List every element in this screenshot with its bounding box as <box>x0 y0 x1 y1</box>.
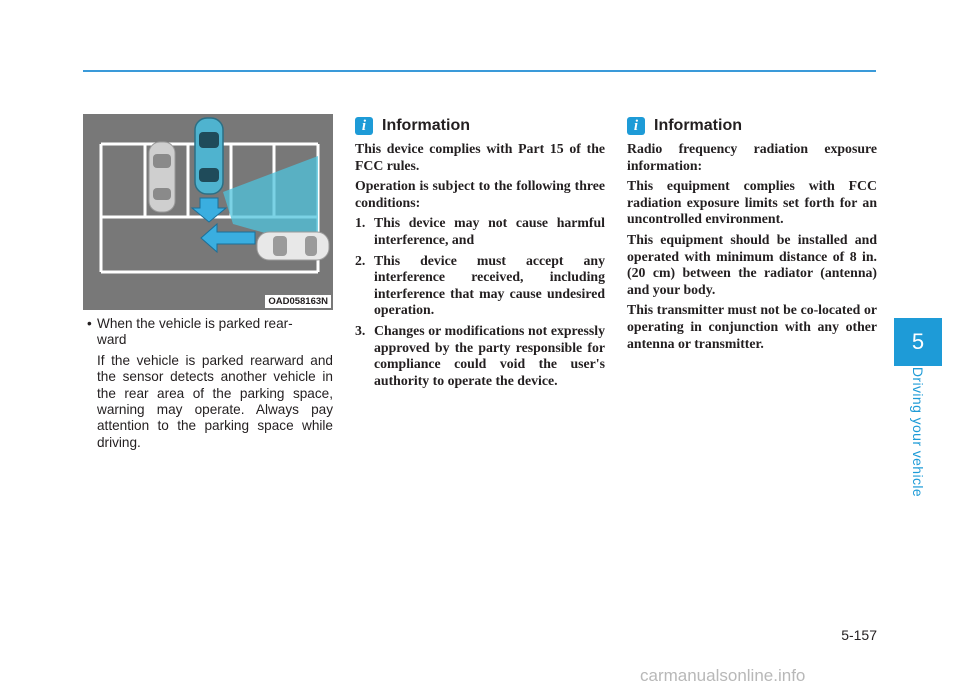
figure-code: OAD058163N <box>265 295 331 308</box>
info1-heading <box>355 117 470 135</box>
bullet-section <box>87 316 333 451</box>
bullet-body: If the vehicle is parked rearward and the sensor detects another vehicle in the rear area of the parking space, warning may operate. Always pay attention to the parking space while driving. <box>97 352 333 450</box>
info1-item <box>355 253 605 319</box>
chapter-name: Driving your vehicle <box>910 366 926 498</box>
info1-item <box>355 215 605 248</box>
bullet-title <box>87 316 333 349</box>
parking-illustration <box>83 114 333 310</box>
item-number: 2. <box>355 252 366 268</box>
item-number: 1. <box>355 215 366 231</box>
info-icon: i <box>355 117 373 135</box>
watermark: carmanualsonline.info <box>640 666 806 685</box>
info1-intro: This device complies with Part 15 of the FCC rules. <box>355 141 605 173</box>
item-text: Changes or modifications not expressly approved by the party responsible for compliance could void the user's authority to operate the device. <box>374 322 605 388</box>
info1-title: Information <box>382 117 470 134</box>
info1-body <box>355 141 605 393</box>
chapter-tab: 5 <box>894 318 942 366</box>
info2-body <box>627 141 877 356</box>
info2-p2: This equipment complies with FCC radiation exposure limits set forth for an uncontrolled environment. <box>627 178 877 227</box>
info2-heading <box>627 117 742 135</box>
bullet-title-line1: When the vehicle is parked rear- <box>97 316 293 331</box>
own-car <box>195 118 223 194</box>
info2-p4: This transmitter must not be co-located or operating in conjunction with any other antenna or transmitter. <box>627 302 877 351</box>
item-number: 3. <box>355 322 366 338</box>
info2-p1: Radio frequency radiation exposure information: <box>627 141 877 173</box>
info2-title: Information <box>654 117 742 134</box>
item-text: This device may not cause harmful interference, and <box>374 215 605 247</box>
bullet-dot-icon: • <box>87 316 92 331</box>
item-text: This device must accept any interference received, including interference that may cause undesired operation. <box>374 252 605 318</box>
info-icon: i <box>627 117 645 135</box>
parked-car-gray <box>149 142 175 212</box>
page-number: 5-157 <box>841 627 877 643</box>
info2-p3: This equipment should be installed and operated with minimum distance of 8 in. (20 cm) between the radiator (antenna) and your body. <box>627 231 877 297</box>
bullet-title-line2: ward <box>97 332 127 348</box>
info1-item <box>355 323 605 389</box>
info1-conditions-intro: Operation is subject to the following three conditions: <box>355 178 605 210</box>
header-rule <box>83 70 876 72</box>
parking-diagram <box>83 114 333 310</box>
approaching-car <box>257 232 329 260</box>
